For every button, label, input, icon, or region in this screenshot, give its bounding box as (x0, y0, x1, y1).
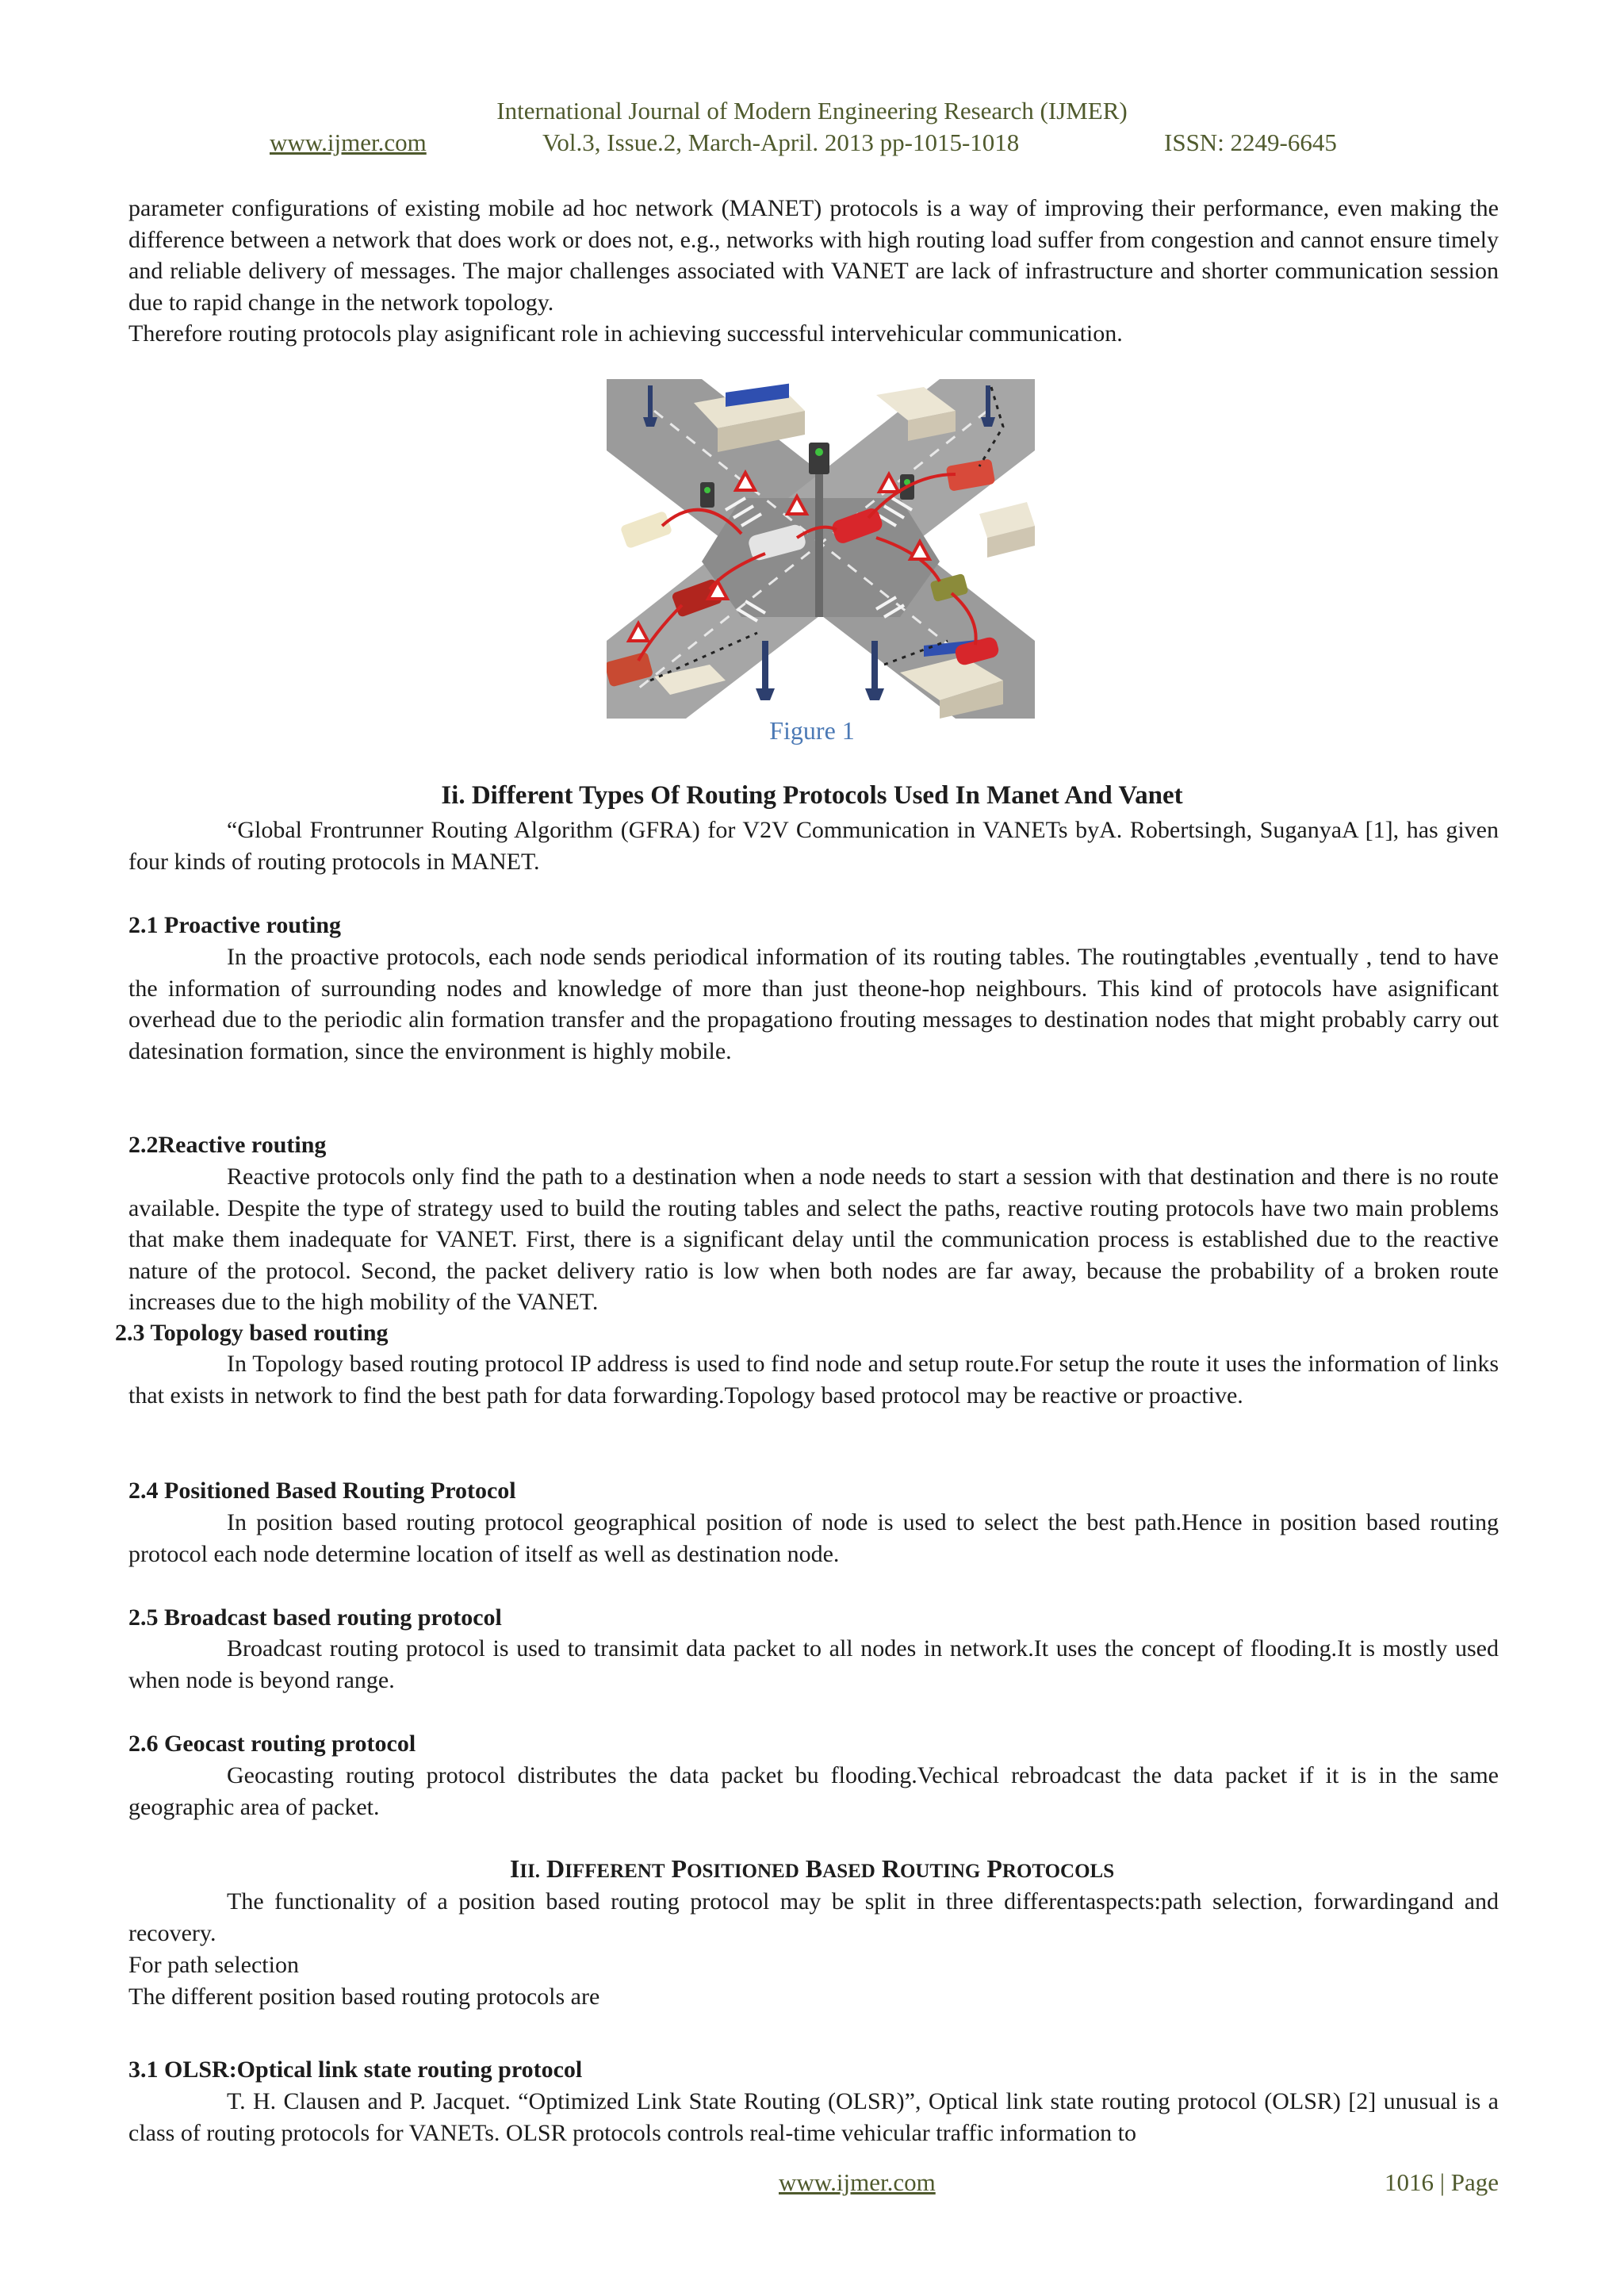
section-3-line-2: The different position based routing protocols are (128, 1984, 600, 2010)
header-volume: Vol.3, Issue.2, March-April. 2013 pp-1015-1018 (542, 128, 1020, 156)
subsection-2-2-text: Reactive protocols only find the path to a destination when a node needs to start a session with that destination and there is no route available. Despite the type of strategy used to build the routing tables and select the paths, reactive routing protocols have two main problems that make them inadequate for VANET. First, there is a significant delay until the communication process is established due to the reactive nature of the protocol. Second, the packet delivery ratio is low when both nodes are far away, because the probability of a broken route increases due to the high mobility of the VANET. (128, 1163, 1499, 1315)
subsection-2-5-text: Broadcast routing protocol is used to transimit data packet to all nodes in network.It uses the concept of flooding.It is mostly used when node is beyond range. (128, 1635, 1499, 1693)
subsection-2-6-text: Geocasting routing protocol distributes the data packet bu flooding.Vechical rebroadcast the data packet if it is in the same geographic area of packet. (128, 1762, 1499, 1820)
footer-website-link[interactable]: www.ijmer.com (779, 2168, 936, 2196)
section-3-intro: The functionality of a position based routing protocol may be split in three differentaspects:path selection, forwardingand and recovery. (128, 1888, 1499, 1946)
subsection-2-5-title: 2.5 Broadcast based routing protocol (128, 1604, 502, 1631)
subsection-2-1-title: 2.1 Proactive routing (128, 912, 342, 938)
subsection-2-1-text: In the proactive protocols, each node sends periodical information of its routing tables. The routingtables ,eventually , tend to have the information of surrounding nodes and knowledge of more than just theone-hop neighbours. This kind of protocols have asignificant overhead due to the periodic alin formation transfer and the propagationo frouting messages to destination nodes that might probably carry out datesination formation, since the environment is highly mobile. (128, 944, 1499, 1064)
header-website-link[interactable]: www.ijmer.com (270, 128, 427, 156)
section-2-title: Ii. Different Types Of Routing Protocols Used In Manet And Vanet (441, 781, 1183, 810)
subsection-2-2-title: 2.2Reactive routing (128, 1132, 327, 1158)
subsection-2-3-text: In Topology based routing protocol IP address is used to find node and setup route.For setup the route it uses the information of links that exists in network to find the best path for data forwarding.Topology based protocol may be reactive or proactive. (128, 1351, 1499, 1409)
figure-caption: Figure 1 (769, 716, 855, 745)
journal-title: International Journal of Modern Engineering Research (IJMER) (496, 97, 1128, 125)
subsection-3-1-title: 3.1 OLSR:Optical link state routing protocol (128, 2056, 583, 2083)
intro-paragraph: parameter configurations of existing mobile ad hoc network (MANET) protocols is a way of improving their performance, even making the difference between a network that does work or does not, e.g., networks with high routing load suffer from congestion and cannot ensure timely and reliable delivery of messages. The major challenges associated with VANET are lack of infrastructure and shorter communication session due to rapid change in the network topology. (128, 195, 1499, 316)
subsection-3-1-text: T. H. Clausen and P. Jacquet. “Optimized Link State Routing (OLSR)”, Optical link state routing protocol (OLSR) [2] unusual is a class of routing protocols for VANETs. OLSR protocols controls real-time vehicular traffic information to (128, 2088, 1499, 2146)
page-number: 1016 | Page (1385, 2168, 1499, 2196)
section-3-line-1: For path selection (128, 1952, 299, 1978)
section-2-intro: “Global Frontrunner Routing Algorithm (GFRA) for V2V Communication in VANETs byA. Robertsingh, SuganyaA [1], has given four kinds of routing protocols in MANET. (128, 817, 1499, 875)
subsection-2-3-title: 2.3 Topology based routing (115, 1320, 389, 1346)
vanet-intersection-figure (607, 379, 1035, 719)
subsection-2-6-title: 2.6 Geocast routing protocol (128, 1731, 416, 1757)
section-3-title: III. DIFFERENT POSITIONED BASED ROUTING PROTOCOLS (509, 1854, 1115, 1883)
subsection-2-4-text: In position based routing protocol geographical position of node is used to select the best path.Hence in position based routing protocol each node determine location of itself as well as destination node. (128, 1509, 1499, 1567)
intro-paragraph-2: Therefore routing protocols play asignificant role in achieving successful intervehicular communication. (128, 320, 1123, 347)
header-issn: ISSN: 2249-6645 (1164, 128, 1337, 156)
subsection-2-4-title: 2.4 Positioned Based Routing Protocol (128, 1478, 516, 1504)
